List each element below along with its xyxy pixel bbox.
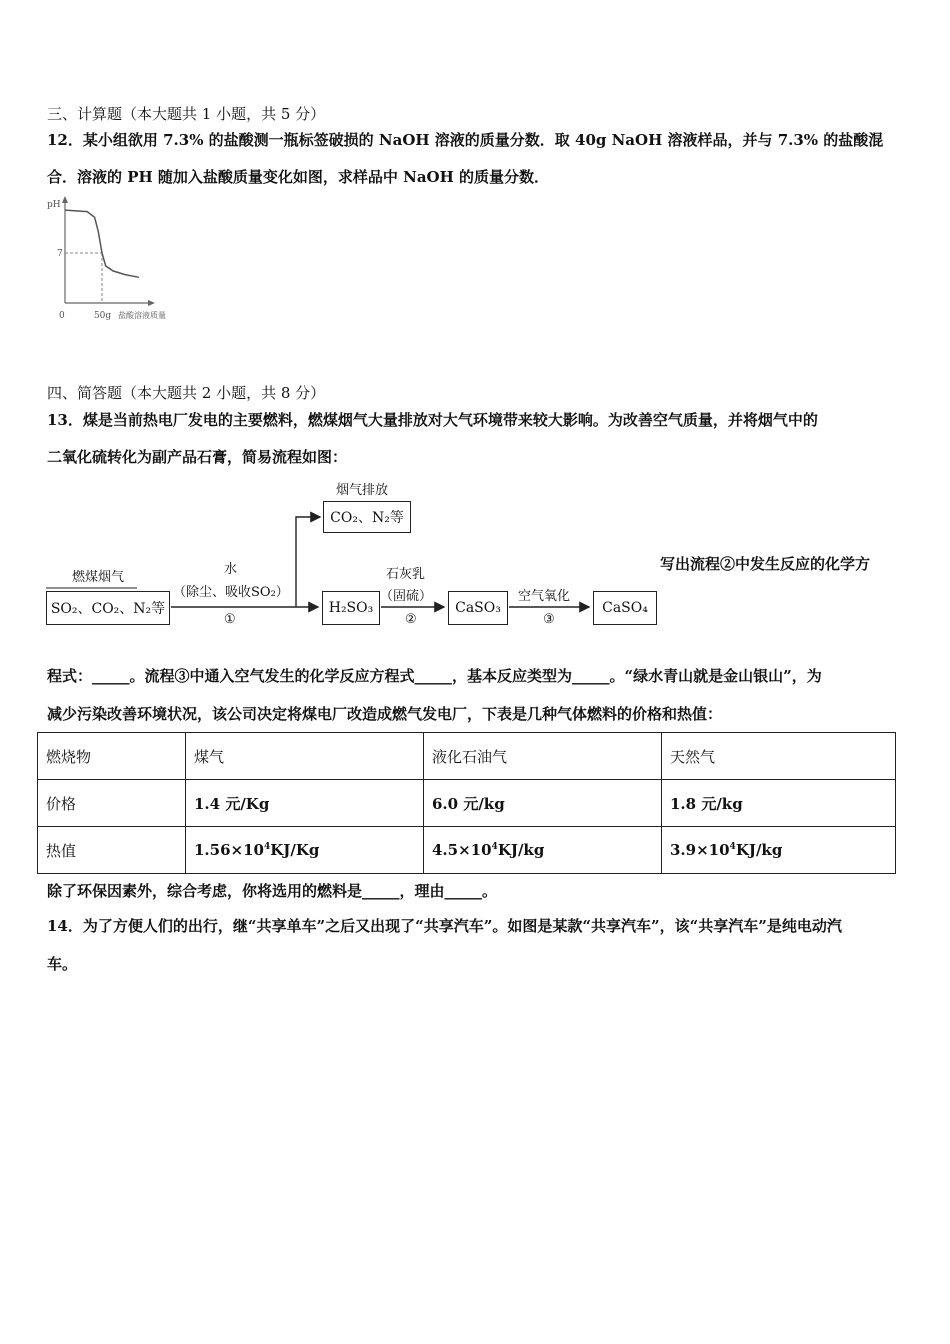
value-unit: KJ/Kg [270,841,320,859]
question-14-line1: 14．为了方便人们的出行，继“共享单车”之后又出现了“共享汽车”。如图是某款“共享汽车”，该“共享汽车”是纯电动汽 [47,917,842,935]
fuel-table [37,732,896,874]
question-12-line2: 合．溶液的 PH 随加入盐酸质量变化如图，求样品中 NaOH 的质量分数． [47,168,550,186]
flow-side-text: 写出流程②中发生反应的化学方 [660,555,871,573]
chart-origin-label: 0 [59,311,65,321]
flow-emission-label: 烟气排放 [336,483,389,498]
question-13-line4: 减少污染改善环境状况，该公司决定将煤电厂改造成燃气发电厂，下表是几种气体燃料的价格和热值： [47,705,723,723]
table-row [38,827,896,874]
table-cell: 1.8 元/kg [662,780,896,827]
flow-water-sub-label: （除尘、吸收SO₂） [173,585,289,600]
value-mantissa: 3.9×10 [670,841,730,859]
chart-x-tick-label: 50g [93,311,112,321]
flow-box-caso4: CaSO₄ [593,591,657,625]
value-unit: KJ/kg [735,841,783,859]
value-mantissa: 4.5×10 [432,841,492,859]
flow-step3-label: ③ [543,612,555,627]
table-row-label: 价格 [38,780,186,827]
flow-step1-label: ① [224,612,236,627]
value-exponent: 4 [263,842,271,852]
table-row-label: 热值 [38,827,186,874]
value-exponent: 4 [491,842,498,852]
table-header-row [38,733,896,780]
value-unit: KJ/kg [497,841,545,859]
flow-lime-sub-label: （固硫） [380,589,433,604]
question-13-line3: 程式：_____。流程③中通入空气发生的化学反应方程式_____，基本反应类型为_____。“绿水青山就是金山银山”，为 [47,667,822,685]
flow-input-label: 燃煤烟气 [72,570,125,585]
question-13-after-table: 除了环保因素外，综合考虑，你将选用的燃料是_____，理由_____。 [47,882,498,900]
table-cell: 1.4 元/Kg [186,780,424,827]
chart-xlabel: 盐酸溶液质量 [118,311,166,320]
chart-y-tick-label: 7 [57,249,63,259]
value-exponent: 4 [729,842,736,852]
question-12-line1: 12．某小组欲用 7.3% 的盐酸测一瓶标签破损的 NaOH 溶液的质量分数．取 40g NaOH 溶液样品，并与 7.3% 的盐酸混 [47,131,884,149]
flow-step2-label: ② [405,612,417,627]
table-cell [186,827,424,874]
section4-heading: 四、简答题（本大题共 2 小题，共 8 分） [47,384,326,402]
value-mantissa: 1.56×10 [194,841,264,859]
table-header-cell: 天然气 [662,733,896,780]
flow-box-input: SO₂、CO₂、N₂等 [46,591,170,625]
flow-arrow-emission [296,517,320,607]
flow-air-label: 空气氧化 [518,589,571,604]
table-header-cell: 燃烧物 [38,733,186,780]
flow-box-h2so3: H₂SO₃ [322,591,380,625]
flow-box-caso3: CaSO₃ [448,591,508,625]
table-header-cell: 液化石油气 [424,733,662,780]
question-13-line1: 13．煤是当前热电厂发电的主要燃料，燃煤烟气大量排放对大气环境带来较大影响。为改善空气质量，并将烟气中的 [47,411,818,429]
question-13-line2: 二氧化硫转化为副产品石膏，简易流程如图： [47,448,348,466]
table-cell [662,827,896,874]
question-14-line2: 车。 [47,955,78,973]
table-cell: 6.0 元/kg [424,780,662,827]
table-header-cell: 煤气 [186,733,424,780]
flow-lime-label: 石灰乳 [386,567,426,582]
flow-box-co2-n2: CO₂、N₂等 [323,501,411,533]
table-cell [424,827,662,874]
table-row [38,780,896,827]
flow-water-label: 水 [224,562,238,577]
flow-arrows [0,0,950,640]
section3-heading: 三、计算题（本大题共 1 小题，共 5 分） [47,105,326,123]
chart-ylabel: pH [47,200,61,210]
